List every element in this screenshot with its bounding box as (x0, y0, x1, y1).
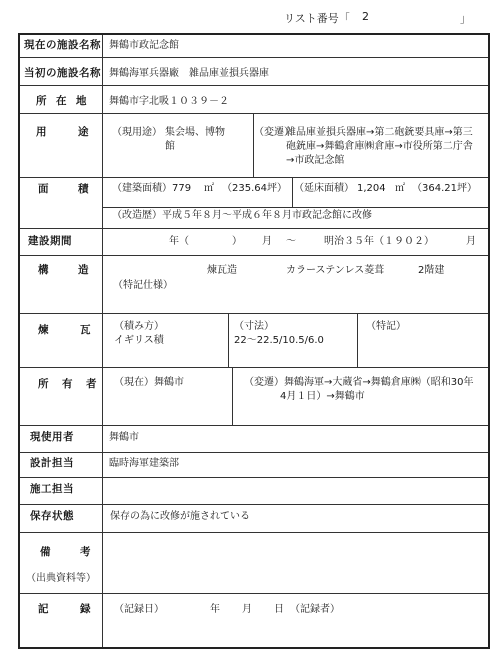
floor-area-label: （延床面積） (294, 183, 354, 194)
owner-change-line-1: （変遷）舞鶴海軍→大蔵省→舞鶴倉庫㈱（昭和30年 (244, 377, 474, 388)
original-name-label: 当初の施設名称 (24, 67, 101, 79)
period-start-month: 月 (262, 236, 272, 247)
area-label-char: 積 (78, 183, 89, 195)
structure-roof: カラーステンレス菱葺 (286, 265, 385, 276)
current-name-value: 舞鶴市政記念館 (109, 40, 179, 51)
owner-label-char: 所 (38, 378, 49, 390)
period-start-paren: ） (232, 236, 242, 247)
row-divider (20, 425, 488, 426)
area-inner-divider (102, 207, 488, 208)
owner-change-line-2: 4月１日）→舞鶴市 (280, 391, 365, 402)
remarks-label-char: 考 (80, 546, 91, 558)
record-label-char: 録 (80, 603, 91, 615)
designer-value: 臨時海軍建築部 (109, 458, 179, 469)
period-end-era: 明治３５年（１９０２） (324, 236, 434, 247)
location-value: 舞鶴市字北吸１０３９－２ (109, 96, 229, 107)
location-label-char: 所 (36, 95, 47, 107)
building-area-tsubo: （235.64坪） (222, 183, 287, 194)
row-divider (20, 504, 488, 505)
current-user-label: 現使用者 (30, 431, 74, 443)
period-end-month: 月 (466, 236, 476, 247)
use-label-char: 用 (36, 126, 47, 138)
designer-label: 設計担当 (30, 457, 74, 469)
row-divider (20, 177, 488, 178)
location-label-char: 地 (76, 95, 87, 107)
list-number-header (284, 7, 484, 27)
structure-label-char: 造 (78, 264, 89, 276)
builder-label: 施工担当 (30, 483, 74, 495)
owner-label-char: 有 (62, 378, 73, 390)
remarks-label-char: 備 (40, 546, 51, 558)
record-year: 年 (210, 604, 220, 615)
record-day: 日 (274, 604, 284, 615)
record-label-char: 記 (38, 603, 49, 615)
use-change-prefix: （変遷） (254, 127, 294, 138)
brick-bond-value: イギリス積 (114, 335, 164, 346)
structure-floors: 2階建 (418, 265, 445, 276)
brick-column-divider (228, 314, 229, 367)
row-divider (20, 477, 488, 478)
use-current-prefix: （現用途） (112, 127, 162, 138)
list-number-close: 」 (460, 12, 471, 25)
owner-current: （現在）舞鶴市 (114, 377, 184, 388)
use-change-line-1: 雑品庫並損兵器庫→第二砲銃要具庫→第三 (286, 127, 473, 138)
location-label-char: 在 (56, 95, 67, 107)
building-area-label: （建築面積） (112, 183, 172, 194)
record-recorder: （記録者） (290, 604, 340, 615)
structure-label-char: 構 (38, 264, 49, 276)
current-name-label: 現在の施設名称 (24, 39, 101, 51)
row-divider (20, 532, 488, 533)
row-divider (20, 228, 488, 229)
brick-size-value: 22～22.5/10.5/6.0 (234, 335, 324, 346)
row-divider (20, 85, 488, 86)
record-month: 月 (242, 604, 252, 615)
use-current-value: 集会場、博物 (165, 127, 225, 138)
use-current-value-cont: 館 (165, 141, 175, 152)
row-divider (20, 593, 488, 594)
original-name-value: 舞鶴海軍兵器廠 雑品庫並損兵器庫 (109, 68, 269, 79)
area-label-char: 面 (38, 183, 49, 195)
row-divider (20, 367, 488, 368)
remarks-source-sub: （出典資料等） (26, 573, 96, 584)
owner-column-divider (232, 368, 233, 425)
label-column-divider (102, 35, 103, 647)
preservation-value: 保存の為に改修が施されている (110, 511, 250, 522)
use-change-line-2: 砲銃庫→舞鶴倉庫㈱倉庫→市役所第二庁舎 (286, 141, 473, 152)
row-divider (20, 113, 488, 114)
floor-area-value: 1,204 (357, 183, 386, 194)
construction-period-label: 建設期間 (28, 235, 72, 247)
owner-label-char: 者 (86, 378, 97, 390)
brick-bond-label: （積み方） (114, 321, 164, 332)
brick-label-char: 瓦 (80, 324, 91, 336)
area-column-divider (292, 178, 293, 207)
brick-note-label: （特記） (366, 321, 406, 332)
floor-area-unit: ㎡ (395, 183, 405, 194)
row-divider (20, 255, 488, 256)
row-divider (20, 57, 488, 58)
use-column-divider (253, 114, 254, 177)
period-start-year: 年（ (169, 236, 189, 247)
row-divider (20, 313, 488, 314)
floor-area-tsubo: （364.21坪） (412, 183, 477, 194)
current-user-value: 舞鶴市 (109, 432, 139, 443)
brick-label-char: 煉 (38, 324, 49, 336)
structure-special: （特記仕様） (113, 280, 173, 291)
preservation-label: 保存状態 (30, 510, 74, 522)
row-divider (20, 452, 488, 453)
period-tilde: ～ (286, 236, 296, 247)
record-date-prefix: （記録日） (114, 604, 164, 615)
use-change-line-3: →市政記念館 (286, 155, 345, 166)
building-area-unit: ㎡ (204, 183, 214, 194)
brick-column-divider (357, 314, 358, 367)
list-number-label: リスト番号「 (284, 12, 350, 25)
building-area-value: 779 (172, 183, 192, 194)
brick-size-label: （寸法） (234, 321, 274, 332)
structure-material: 煉瓦造 (207, 265, 237, 276)
renovation-history: （改造歴）平成５年８月～平成６年８月市政記念館に改修 (112, 210, 372, 221)
list-number-value: 2 (362, 10, 369, 23)
use-label-char: 途 (78, 126, 89, 138)
